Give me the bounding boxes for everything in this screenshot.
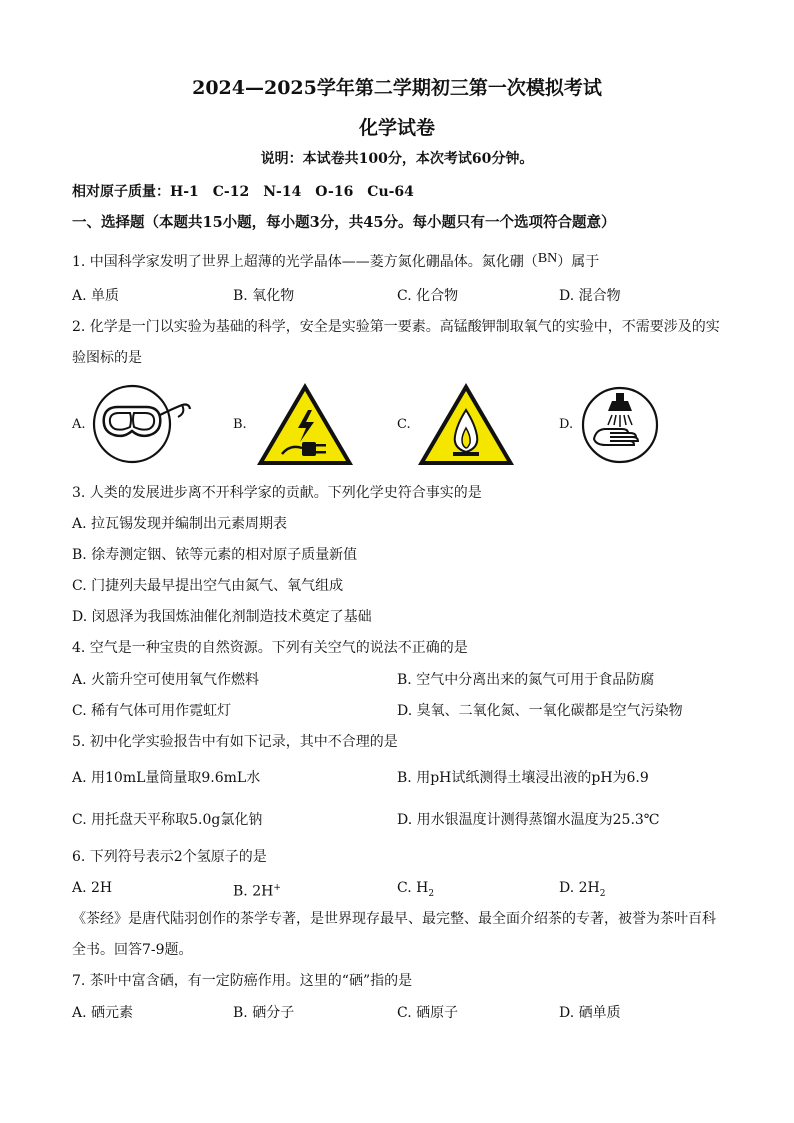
q4-option-b: B. 空气中分离出来的氮气可用于食品防腐: [397, 672, 655, 688]
q5-option-b: B. 用pH试纸测得土壤浸出液的pH为6.9: [397, 770, 649, 786]
hand-wash-icon: [580, 385, 660, 465]
q5-option-c: C. 用托盘天平称取5.0g氯化钠: [72, 812, 263, 828]
q6-stem: 6. 下列符号表示2个氢原子的是: [72, 849, 267, 865]
atomic-mass-line: 相对原子质量：H-1 C-12 N-14 O-16 Cu-64: [72, 184, 414, 200]
exam-subject: 化学试卷: [358, 117, 435, 139]
q1-stem-a: 1. 中国科学家发明了世界上超薄的光学晶体——菱方氮化硼晶体。氮化硼（: [72, 254, 538, 270]
q7-stem: 7. 茶叶中富含硒，有一定防癌作用。这里的“硒”指的是: [72, 973, 413, 989]
q7-option-c: C. 硒原子: [397, 1005, 459, 1021]
q6-option-b-sup: +: [273, 883, 281, 893]
exam-title: 2024—2025学年第二学期初三第一次模拟考试: [192, 77, 602, 99]
flame-hazard-icon: [415, 380, 517, 468]
goggles-icon: [92, 383, 192, 465]
q3-option-b: B. 徐寿测定铟、铱等元素的相对原子质量新值: [72, 547, 358, 563]
q6-option-a: A. 2H: [72, 880, 113, 896]
q6-option-b: [233, 878, 281, 902]
q6-option-c-sub: 2: [428, 888, 435, 899]
q2-label-d: D.: [559, 417, 574, 432]
q4-stem: 4. 空气是一种宝贵的自然资源。下列有关空气的说法不正确的是: [72, 640, 468, 656]
q6-option-d: [559, 878, 605, 904]
q7-option-d: D. 硒单质: [559, 1005, 621, 1021]
q6-option-c: [397, 878, 434, 904]
q1-option-a: A. 单质: [72, 288, 120, 304]
q6-option-d-text: D. 2H: [559, 880, 600, 896]
passage-line1: 《茶经》是唐代陆羽创作的茶学专著，是世界现存最早、最完整、最全面介绍茶的专著，被誉为茶叶百科: [72, 911, 716, 927]
q5-option-a: A. 用10mL量筒量取9.6mL水: [72, 770, 261, 786]
q2-stem-line1: 2. 化学是一门以实验为基础的科学，安全是实验第一要素。高锰酸钾制取氧气的实验中，不需要涉及的实: [72, 319, 720, 335]
q1-option-c: C. 化合物: [397, 288, 459, 304]
q6-option-c-text: C. H: [397, 880, 429, 896]
q6-option-d-sub: 2: [599, 888, 606, 899]
q1-stem-b: ）属于: [557, 254, 600, 270]
q4-option-c: C. 稀有气体可用作霓虹灯: [72, 703, 232, 719]
electric-hazard-icon: [254, 380, 356, 468]
q4-option-d: D. 臭氧、二氧化氮、一氧化碳都是空气污染物: [397, 703, 683, 719]
section-heading: 一、选择题（本题共15小题，每小题3分，共45分。每小题只有一个选项符合题意）: [72, 214, 616, 231]
q2-label-b: B.: [233, 417, 247, 432]
q6-option-b-text: B. 2H: [233, 883, 274, 900]
q5-stem: 5. 初中化学实验报告中有如下记录，其中不合理的是: [72, 734, 398, 750]
q1-option-d: D. 混合物: [559, 288, 621, 304]
q3-stem: 3. 人类的发展进步离不开科学家的贡献。下列化学史符合事实的是: [72, 485, 482, 501]
q4-option-a: A. 火箭升空可使用氧气作燃料: [72, 672, 260, 688]
exam-note: 说明：本试卷共100分，本次考试60分钟。: [260, 151, 534, 167]
q1-option-b: B. 氧化物: [233, 288, 295, 304]
q2-stem-line2: 验图标的是: [72, 350, 142, 366]
q3-option-d: D. 闵恩泽为我国炼油催化剂制造技术奠定了基础: [72, 609, 372, 625]
q3-option-a: A. 拉瓦锡发现并编制出元素周期表: [72, 516, 288, 532]
passage-line2: 全书。回答7-9题。: [72, 942, 193, 958]
q3-option-c: C. 门捷列夫最早提出空气由氮气、氧气组成: [72, 578, 344, 594]
q1-formula: BN: [537, 251, 558, 266]
q7-option-a: A. 硒元素: [72, 1005, 134, 1021]
q2-label-a: A.: [72, 417, 86, 432]
q5-option-d: D. 用水银温度计测得蒸馏水温度为25.3℃: [397, 812, 660, 828]
q2-label-c: C.: [397, 417, 411, 432]
q7-option-b: B. 硒分子: [233, 1005, 295, 1021]
q1-stem: [72, 252, 599, 273]
